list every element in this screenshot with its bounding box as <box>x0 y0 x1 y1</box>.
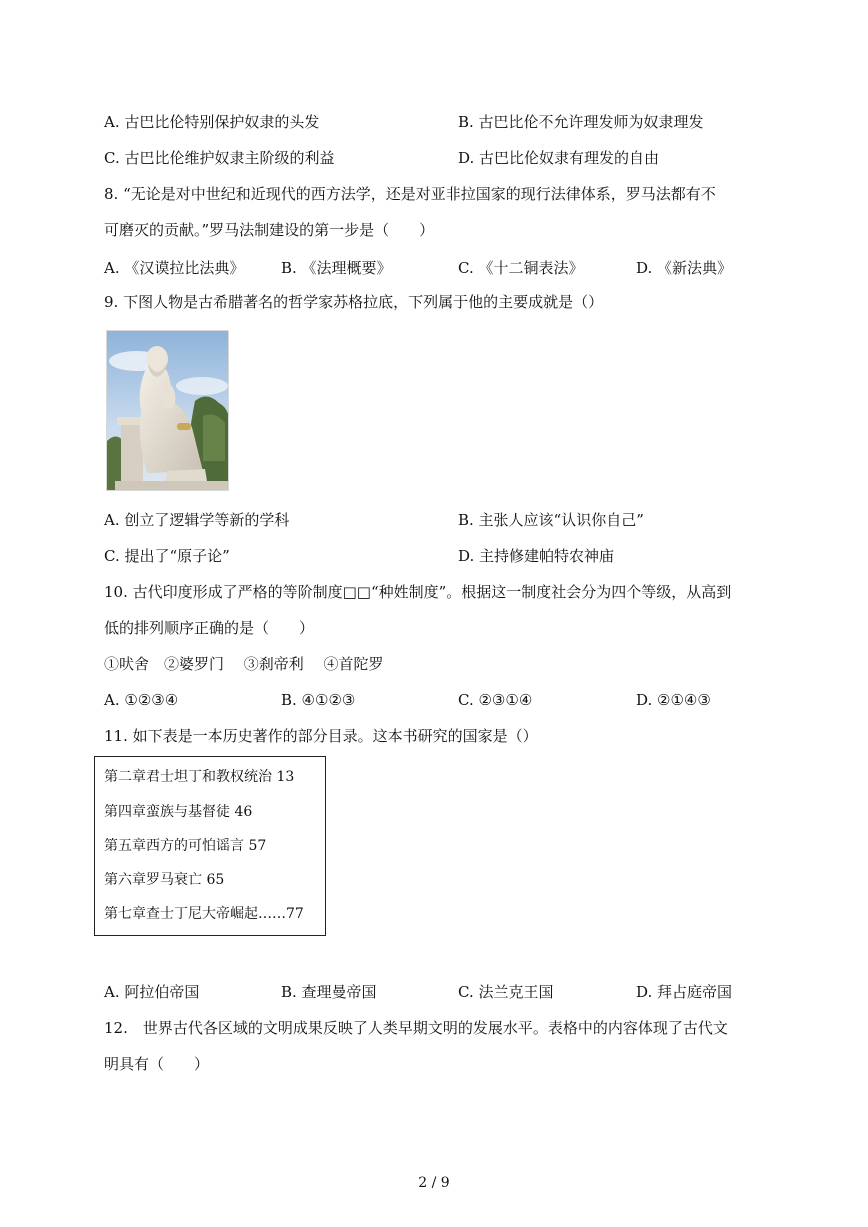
q12-stem-line2: 明具有（ ） <box>104 1055 210 1073</box>
socrates-statue-photo <box>106 330 229 491</box>
q11-option-d: D. 拜占庭帝国 <box>636 983 733 1001</box>
q9-stem: 9. 下图人物是古希腊著名的哲学家苏格拉底，下列属于他的主要成就是（） <box>104 293 604 311</box>
q9-option-c: C. 提出了“原子论” <box>104 547 230 565</box>
q9-option-b: B. 主张人应该“认识你自己” <box>458 511 644 529</box>
toc-entry: 第六章罗马衰亡 65 <box>104 872 225 888</box>
toc-entry: 第七章查士丁尼大帝崛起……77 <box>104 906 304 922</box>
q7-option-d: D. 古巴比伦奴隶有理发的自由 <box>458 149 660 167</box>
q10-option-d: D. ②①④③ <box>636 691 711 709</box>
q9-option-d: D. 主持修建帕特农神庙 <box>458 547 615 565</box>
toc-entry: 第四章蛮族与基督徒 46 <box>104 804 253 820</box>
q8-stem-line1: 8. “无论是对中世纪和近现代的西方法学，还是对亚非拉国家的现行法律体系，罗马法都有不 <box>104 185 716 203</box>
q10-option-c: C. ②③①④ <box>458 691 533 709</box>
q9-option-a: A. 创立了逻辑学等新的学科 <box>104 511 290 529</box>
q10-stem-line2: 低的排列顺序正确的是（ ） <box>104 619 315 637</box>
q7-option-a: A. 古巴比伦特别保护奴隶的头发 <box>104 113 320 131</box>
q11-option-a: A. 阿拉伯帝国 <box>104 983 200 1001</box>
q8-stem-line2: 可磨灭的贡献。”罗马法制建设的第一步是（ ） <box>104 221 435 239</box>
q11-stem: 11. 如下表是一本历史著作的部分目录。这本书研究的国家是（） <box>104 727 538 745</box>
q10-option-b: B. ④①②③ <box>281 691 356 709</box>
toc-entry: 第二章君士坦丁和教权统治 13 <box>104 769 295 785</box>
q8-option-a: A. 《汉谟拉比法典》 <box>104 259 245 277</box>
q10-option-a: A. ①②③④ <box>104 691 179 709</box>
q11-option-b: B. 查理曼帝国 <box>281 983 377 1001</box>
q11-option-c: C. 法兰克王国 <box>458 983 554 1001</box>
q12-stem-line1: 12. 世界古代各区域的文明成果反映了人类早期文明的发展水平。表格中的内容体现了古代文 <box>104 1019 728 1037</box>
q10-stem-line1: 10. 古代印度形成了严格的等阶制度□□“种姓制度”。根据这一制度社会分为四个等级，从高到 <box>104 583 732 601</box>
toc-entry: 第五章西方的可怕谣言 57 <box>104 838 267 854</box>
q7-option-b: B. 古巴比伦不允许理发师为奴隶理发 <box>458 113 704 131</box>
q10-items: ①吠舍 ②婆罗门 ③刹帝利 ④首陀罗 <box>104 655 384 673</box>
page-number: 2 / 9 <box>418 1175 450 1191</box>
q8-option-b: B. 《法理概要》 <box>281 259 392 277</box>
q8-option-d: D. 《新法典》 <box>636 259 733 277</box>
q7-option-c: C. 古巴比伦维护奴隶主阶级的利益 <box>104 149 335 167</box>
q8-option-c: C. 《十二铜表法》 <box>458 259 584 277</box>
table-of-contents-box <box>94 756 326 936</box>
